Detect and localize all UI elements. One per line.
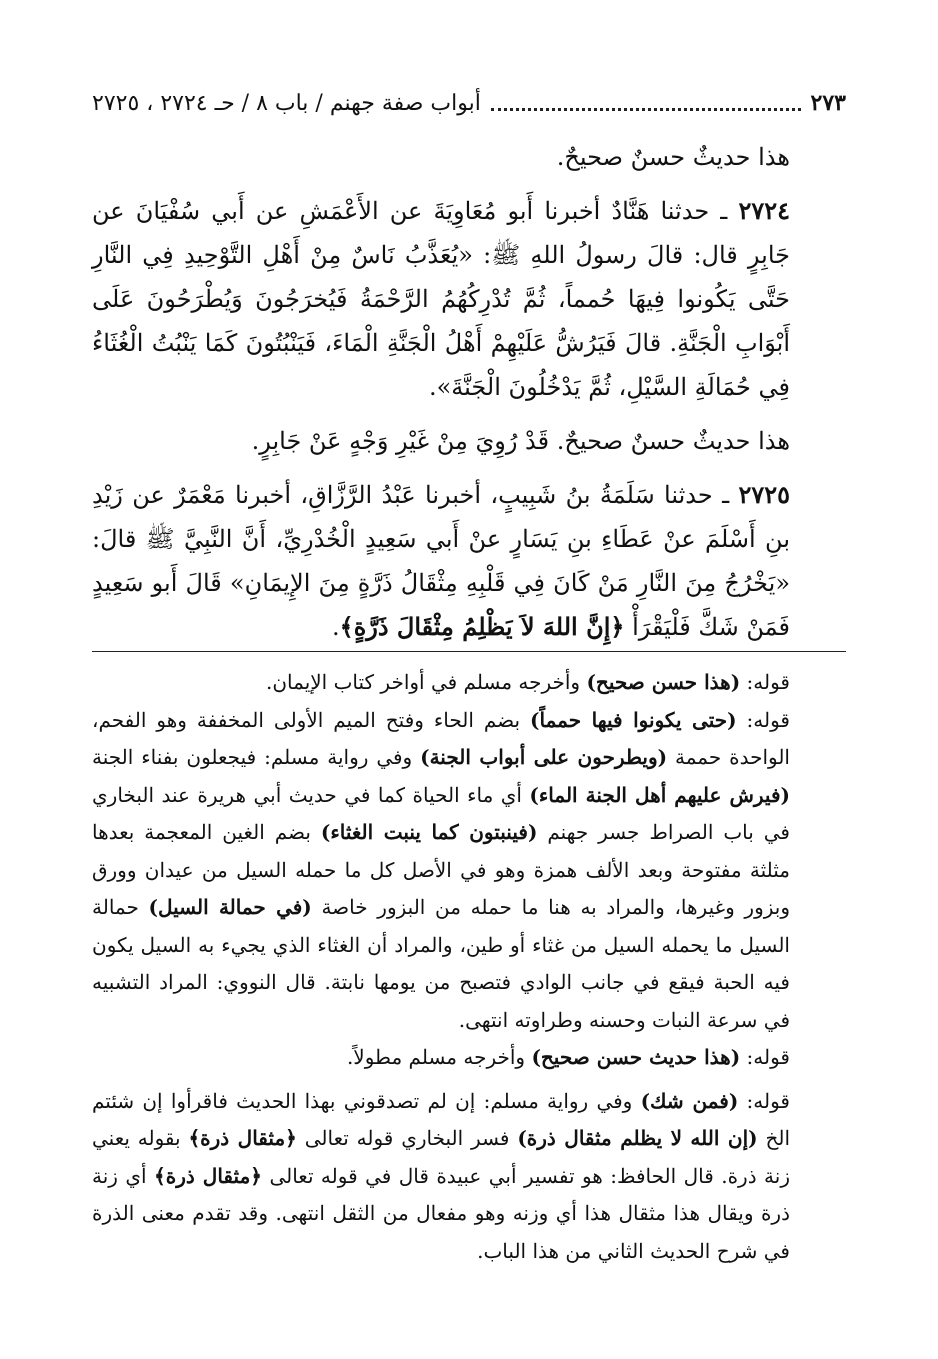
hadith-2724-text: ـ حدثنا هَنَّادٌ أخبرنا أَبو مُعَاوِيَةَ عن الأَعْمَشِ عن أَبي سُفْيَانَ عن جَابِرٍ قال: قالَ رسولُ اللهِ ﷺ: «يُعَذَّبُ نَاسٌ مِنْ أَهْلِ التَّوْحِيدِ فِي النَّارِ حَتَّى يَكُونوا فِيهَا حُمماً، ثُمَّ تُدْرِكُهُمُ الرَّحْمَةُ فَيُخرَجُونَ وَيُطْرَحُونَ عَلَى أَبْوَابِ الْجَنَّةِ. قالَ فَيَرُشُّ عَلَيْهِمْ أَهْلُ الْجَنَّةِ الْمَاءَ، فَيَنْبُتُونَ كَمَا يَنْبُتُ الْغُثَاءُ فِي حُمَالَةِ السَّيْلِ، ثُمَّ يَدْخُلُونَ الْجَنَّةَ». [92,197,790,401]
note-3-label: قوله: [740,1045,790,1069]
note-4-label: قوله: [738,1088,790,1113]
note-3 [92,1039,846,1077]
hadith-number-2725: ٢٧٢٥ [738,480,790,509]
hadith-2724 [92,189,846,409]
note-1-label: قوله: [740,670,790,694]
note-1-keyword: (هذا حسن صحيح) [586,670,741,694]
note-2 [92,702,846,1040]
note-2-keyword-1: (حتى يكونوا فيها حمماً) [530,707,737,732]
footnote-divider [92,651,846,652]
note-4-keyword-3: ﴿مثقال ذرة﴾ [188,1126,297,1150]
note-2-text-5: حمالة السيل ما يحمله السيل من غثاء أو طين، والمراد أن الغثاء الذي يجيء به السيل يكون فيه الحبة فيقع في جانب الوادي فتصبح من يومها نابتة. قال النووي: المراد التشبيه في سرعة النبات وحسنه وطراوته انتهى. [92,895,790,1032]
note-2-keyword-3: (فيرش عليهم أهل الجنة الماء) [529,782,790,807]
note-4-keyword-4: ﴿مثقال ذرة﴾ [154,1163,263,1188]
grading-line-1: هذا حديثٌ حسنٌ صحيحٌ. [556,143,790,171]
note-4-text-4: أي زنة ذرة ويقال هذا مثقال هذا أي وزنه وهو مفعال من الثقل انتهى. وقد تقدم معنى الذرة في شرح الحديث الثاني من هذا الباب. [92,1163,790,1263]
note-4-text-3: بقوله يعني زنة ذرة. قال الحافظ: هو تفسير أبي عبيدة قال في قوله تعالى [92,1126,790,1188]
note-4-keyword-1: (فمن شك) [640,1088,739,1113]
note-4-text-1: وفي رواية مسلم: إن لم تصدقوني بهذا الحديث فاقرأوا إن شئتم الخ [92,1088,790,1150]
note-1 [92,664,846,702]
header-title: أبواب صفة جهنم / باب ٨ / حـ ٢٧٢٤ ، ٢٧٢٥ [92,90,481,116]
note-4 [92,1083,846,1271]
hadith-2725-end: . [331,613,340,641]
note-2-text-2: وفي رواية مسلم: فيجعلون بفناء الجنة [92,745,421,769]
page-number: ٢٧٣ [810,90,846,116]
hadith-number-2724: ٢٧٢٤ [738,196,790,225]
hadith-2725-text: ـ حدثنا سَلَمَةُ بنُ شَبِيبٍ، أخبرنا عَبْدُ الرَّزَّاقِ، أخبرنا مَعْمَرٌ عن زَيْدِ بنِ أَسْلَمَ عنْ عَطَاءِ بنِ يَسَارٍ عنْ أَبي سَعِيدٍ الْخُدْرِيِّ، أَنَّ النَّبِيَّ ﷺ قالَ: «يَخْرُجُ مِنَ النَّارِ مَنْ كَانَ فِي قَلْبِهِ مِثْقَالُ ذَرَّةٍ مِنَ الإِيمَانِ» قَالَ أَبو سَعِيدٍ فَمَنْ شَكَّ فَلْيَقْرَأْ [92,481,790,641]
note-2-text-4: بضم الغين المعجمة بعدها مثلثة مفتوحة وبعد الألف همزة وهو في الأصل كل ما حمله السيل من عيدان وورق وبزور وغيرها، والمراد به هنا ما حمله من البزور خاصة [92,820,791,919]
running-header [92,86,846,120]
note-2-label: قوله: [736,707,790,732]
note-2-keyword-2: (ويطرحون على أبواب الجنة) [420,745,668,769]
note-2-keyword-4: (فينبتون كما ينبت الغثاء) [320,820,538,844]
quran-verse: ﴿إِنَّ اللهَ لاَ يَظْلِمُ مِثْقَالَ ذَرَّةٍ﴾ [339,612,625,641]
note-1-text: وأخرجه مسلم في أواخر كتاب الإيمان. [266,670,587,694]
note-4-text-2: فسر البخاري قوله تعالى [296,1126,518,1150]
note-2-keyword-5: (في حمالة السيل) [148,895,312,919]
dotted-leader [491,108,801,111]
grading-line-2: هذا حديثٌ حسنٌ صحيحٌ. قَدْ رُوِيَ مِنْ غَيْرِ وَجْهٍ عَنْ جَابِرٍ. [251,427,790,455]
note-2-text-1: بضم الحاء وفتح الميم الأولى المخففة وهو الفحم، الواحدة حممة [92,707,790,769]
note-4-keyword-2: (إن الله لا يظلم مثقال ذرة) [517,1126,758,1150]
note-3-text: وأخرجه مسلم مطولاً. [346,1045,532,1069]
commentary [92,664,846,1270]
hadith-text [92,135,846,649]
hadith-2725 [92,473,846,649]
note-3-keyword: (هذا حديث حسن صحيح) [531,1045,741,1069]
note-2-text-3: أي ماء الحياة كما في حديث أبي هريرة عند البخاري في باب الصراط جسر جهنم [92,782,790,844]
